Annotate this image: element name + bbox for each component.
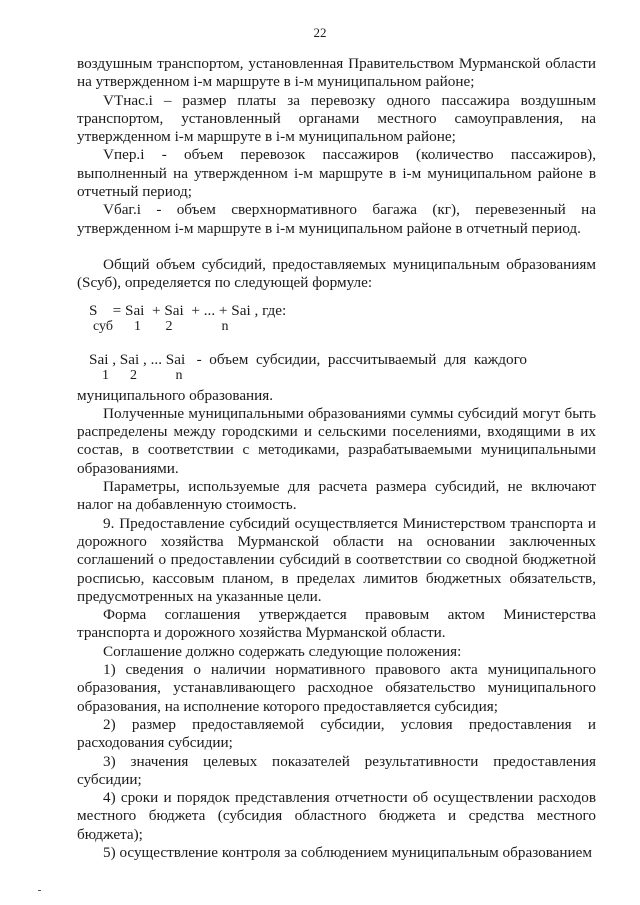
paragraph: Vпер.i - объем перевозок пассажиров (количество пассажиров), выполненный на утвержденном i-м маршруте в i-м муниципальном районе в отчетный период; [77, 146, 596, 201]
formula-main-line: S = Sai + Sai + ... + Sai , где: [89, 301, 287, 319]
subsidy-formula [89, 302, 596, 342]
page-number: 22 [313, 25, 327, 40]
paragraph: Форма соглашения утверждается правовым актом Министерства транспорта и дорожного хозяйства Мурманской области. [77, 606, 596, 642]
paragraph: Полученные муниципальными образованиями суммы субсидий могут быть распределены между городскими и сельскими поселениями, входящими в их состав, в соответствии с методиками, разрабатываемыми муниципальными образованиями. [77, 404, 596, 477]
paragraph: муниципального образования. [77, 386, 274, 404]
spacer [77, 238, 596, 256]
paragraph: 9. Предоставление субсидий осуществляется Министерством транспорта и дорожного хозяйства Мурманской области на основании заключенных соглашений о предоставлении субсидий в соответствии со сводной бюджетной росписью, кассовым планом, в пределах лимитов бюджетных обязательств, предусмотренных на указанные цели. [77, 514, 596, 605]
spacer [77, 293, 596, 302]
definition-main-line: Sai , Sai , ... Sai - объем субсидии, рассчитываемый для каждого [89, 350, 528, 368]
paragraph: 5) осуществление контроля за соблюдением муниципальным образованием [103, 843, 593, 861]
paragraph: воздушным транспортом, установленная Правительством Мурманской области на утвержденном i-м маршруте в i-м муниципальном районе; [77, 55, 596, 91]
paragraph: Общий объем субсидий, предоставляемых муниципальным образованиям (Sсуб), определяется по следующей формуле: [77, 255, 596, 292]
definition-subscripts: 1 2 n [102, 367, 183, 383]
document-body [77, 55, 596, 862]
paragraph: 2) размер предоставляемой субсидии, условия предоставления и расходования субсидии; [77, 715, 596, 752]
subsidy-term-definition [89, 351, 596, 387]
scan-mark [38, 890, 41, 891]
paragraph: VТнас.i – размер платы за перевозку одного пассажира воздушным транспортом, установленный органами местного самоуправления, на утвержденном i-м маршруте в i-м муниципальном районе; [77, 91, 596, 146]
paragraph: 1) сведения о наличии нормативного правового акта муниципального образования, устанавливающего расходное обязательство муниципального образования, на исполнение которого предоставляется субсидия; [77, 661, 596, 715]
paragraph: Vбаг.i - объем сверхнормативного багажа (кг), перевезенный на утвержденном i-м маршруте в i-м муниципальном районе в отчетный период. [77, 201, 596, 237]
paragraph: Параметры, используемые для расчета размера субсидий, не включают налог на добавленную стоимость. [77, 478, 596, 514]
paragraph: 4) сроки и порядок представления отчетности об осуществлении расходов местного бюджета (субсидия областного бюджета и средства местного бюджета); [77, 789, 596, 843]
paragraph: 3) значения целевых показателей результативности предоставления субсидии; [77, 752, 596, 788]
paragraph: Соглашение должно содержать следующие положения: [103, 642, 462, 660]
formula-subscripts: суб 1 2 n [93, 318, 229, 334]
spacer [77, 342, 596, 351]
